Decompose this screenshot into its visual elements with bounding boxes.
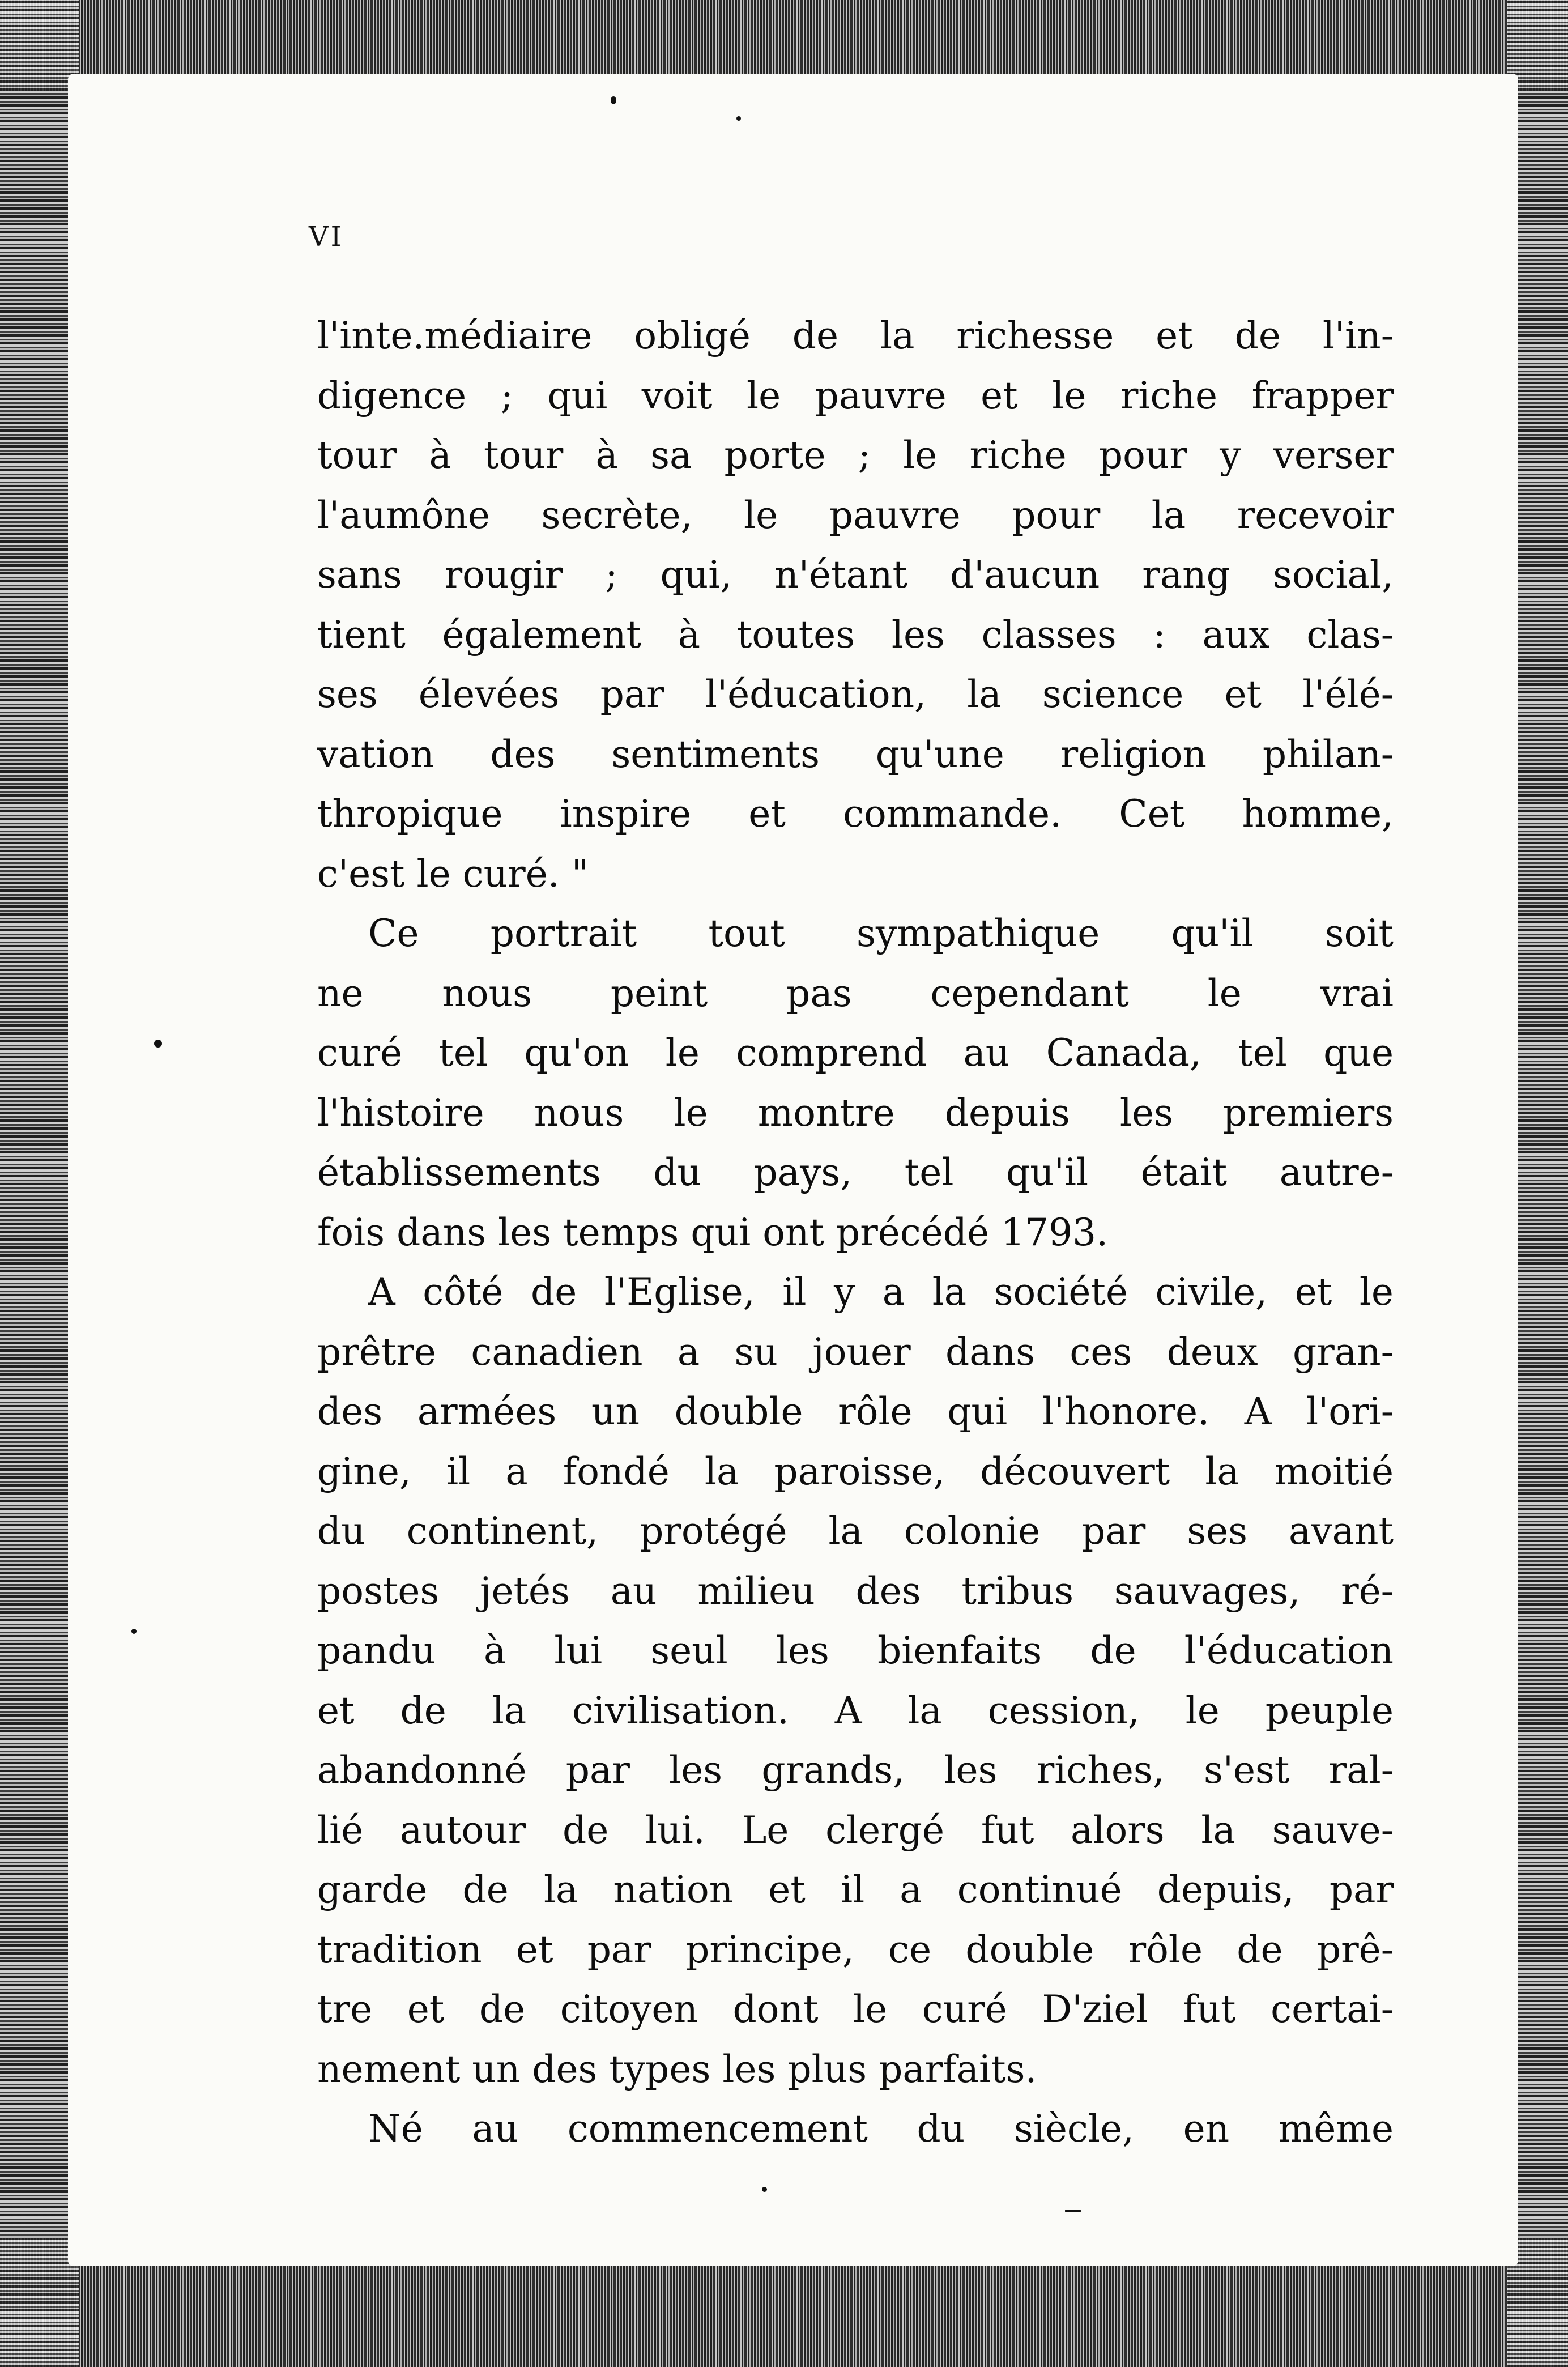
text-line: l'histoire nous le montre depuis les premiers [317, 1091, 1394, 1135]
text-line: A côté de l'Eglise, il y a la société civile, et le [368, 1270, 1394, 1314]
scan-speck [762, 2187, 767, 2192]
text-line: l'inte.médiaire obligé de la richesse et de l'in- [317, 314, 1394, 357]
text-line: garde de la nation et il a continué depuis, par [317, 1868, 1394, 1912]
text-line: du continent, protégé la colonie par ses avant [317, 1509, 1394, 1553]
text-line: vation des sentiments qu'une religion philan- [317, 732, 1394, 776]
text-line: et de la civilisation. A la cession, le peuple [317, 1688, 1394, 1732]
text-line: tient également à toutes les classes : aux clas- [317, 612, 1394, 657]
text-line: postes jetés au milieu des tribus sauvages, ré- [317, 1569, 1394, 1613]
text-line: fois dans les temps qui ont précédé 1793. [317, 1210, 1109, 1254]
text-line: des armées un double rôle qui l'honore. A l'ori- [317, 1390, 1394, 1433]
text-line: Ce portrait tout sympathique qu'il soit [368, 912, 1394, 955]
text-line: lié autour de lui. Le clergé fut alors la sauve- [317, 1808, 1394, 1852]
body-text [317, 306, 1394, 2159]
scan-speck [154, 1040, 162, 1048]
page-number: VI [309, 221, 344, 253]
text-line: abandonné par les grands, les riches, s'est ral- [317, 1748, 1394, 1792]
text-line: ne nous peint pas cependant le vrai [317, 971, 1394, 1015]
scan-speck [131, 1629, 137, 1634]
text-line: Né au commencement du siècle, en même [368, 2107, 1394, 2151]
text-line: tour à tour à sa porte ; le riche pour y verser [317, 433, 1394, 477]
text-line: tradition et par principe, ce double rôle de prê- [317, 1927, 1394, 1972]
text-line: gine, il a fondé la paroisse, découvert la moitié [317, 1449, 1394, 1493]
scan-speck [1065, 2210, 1081, 2212]
text-line: thropique inspire et commande. Cet homme, [317, 792, 1394, 836]
text-line: établissements du pays, tel qu'il était autre- [317, 1151, 1394, 1194]
scan-noise-left [0, 0, 79, 2367]
text-line: tre et de citoyen dont le curé D'ziel fut certai- [317, 1987, 1394, 2031]
text-line: ses élevées par l'éducation, la science et l'élé- [317, 672, 1394, 716]
text-line: curé tel qu'on le comprend au Canada, tel que [317, 1031, 1394, 1075]
text-line: prêtre canadien a su jouer dans ces deux gran- [317, 1330, 1394, 1374]
text-line: pandu à lui seul les bienfaits de l'éducation [317, 1629, 1394, 1672]
text-line: l'aumône secrète, le pauvre pour la recevoir [317, 493, 1394, 537]
scan-speck [736, 116, 741, 121]
scan-speck [611, 96, 616, 104]
text-line: nement un des types les plus parfaits. [317, 2047, 1037, 2091]
text-line: digence ; qui voit le pauvre et le riche frapper [317, 373, 1394, 418]
text-line: sans rougir ; qui, n'étant d'aucun rang social, [317, 553, 1394, 597]
text-line: c'est le curé. " [317, 852, 589, 896]
